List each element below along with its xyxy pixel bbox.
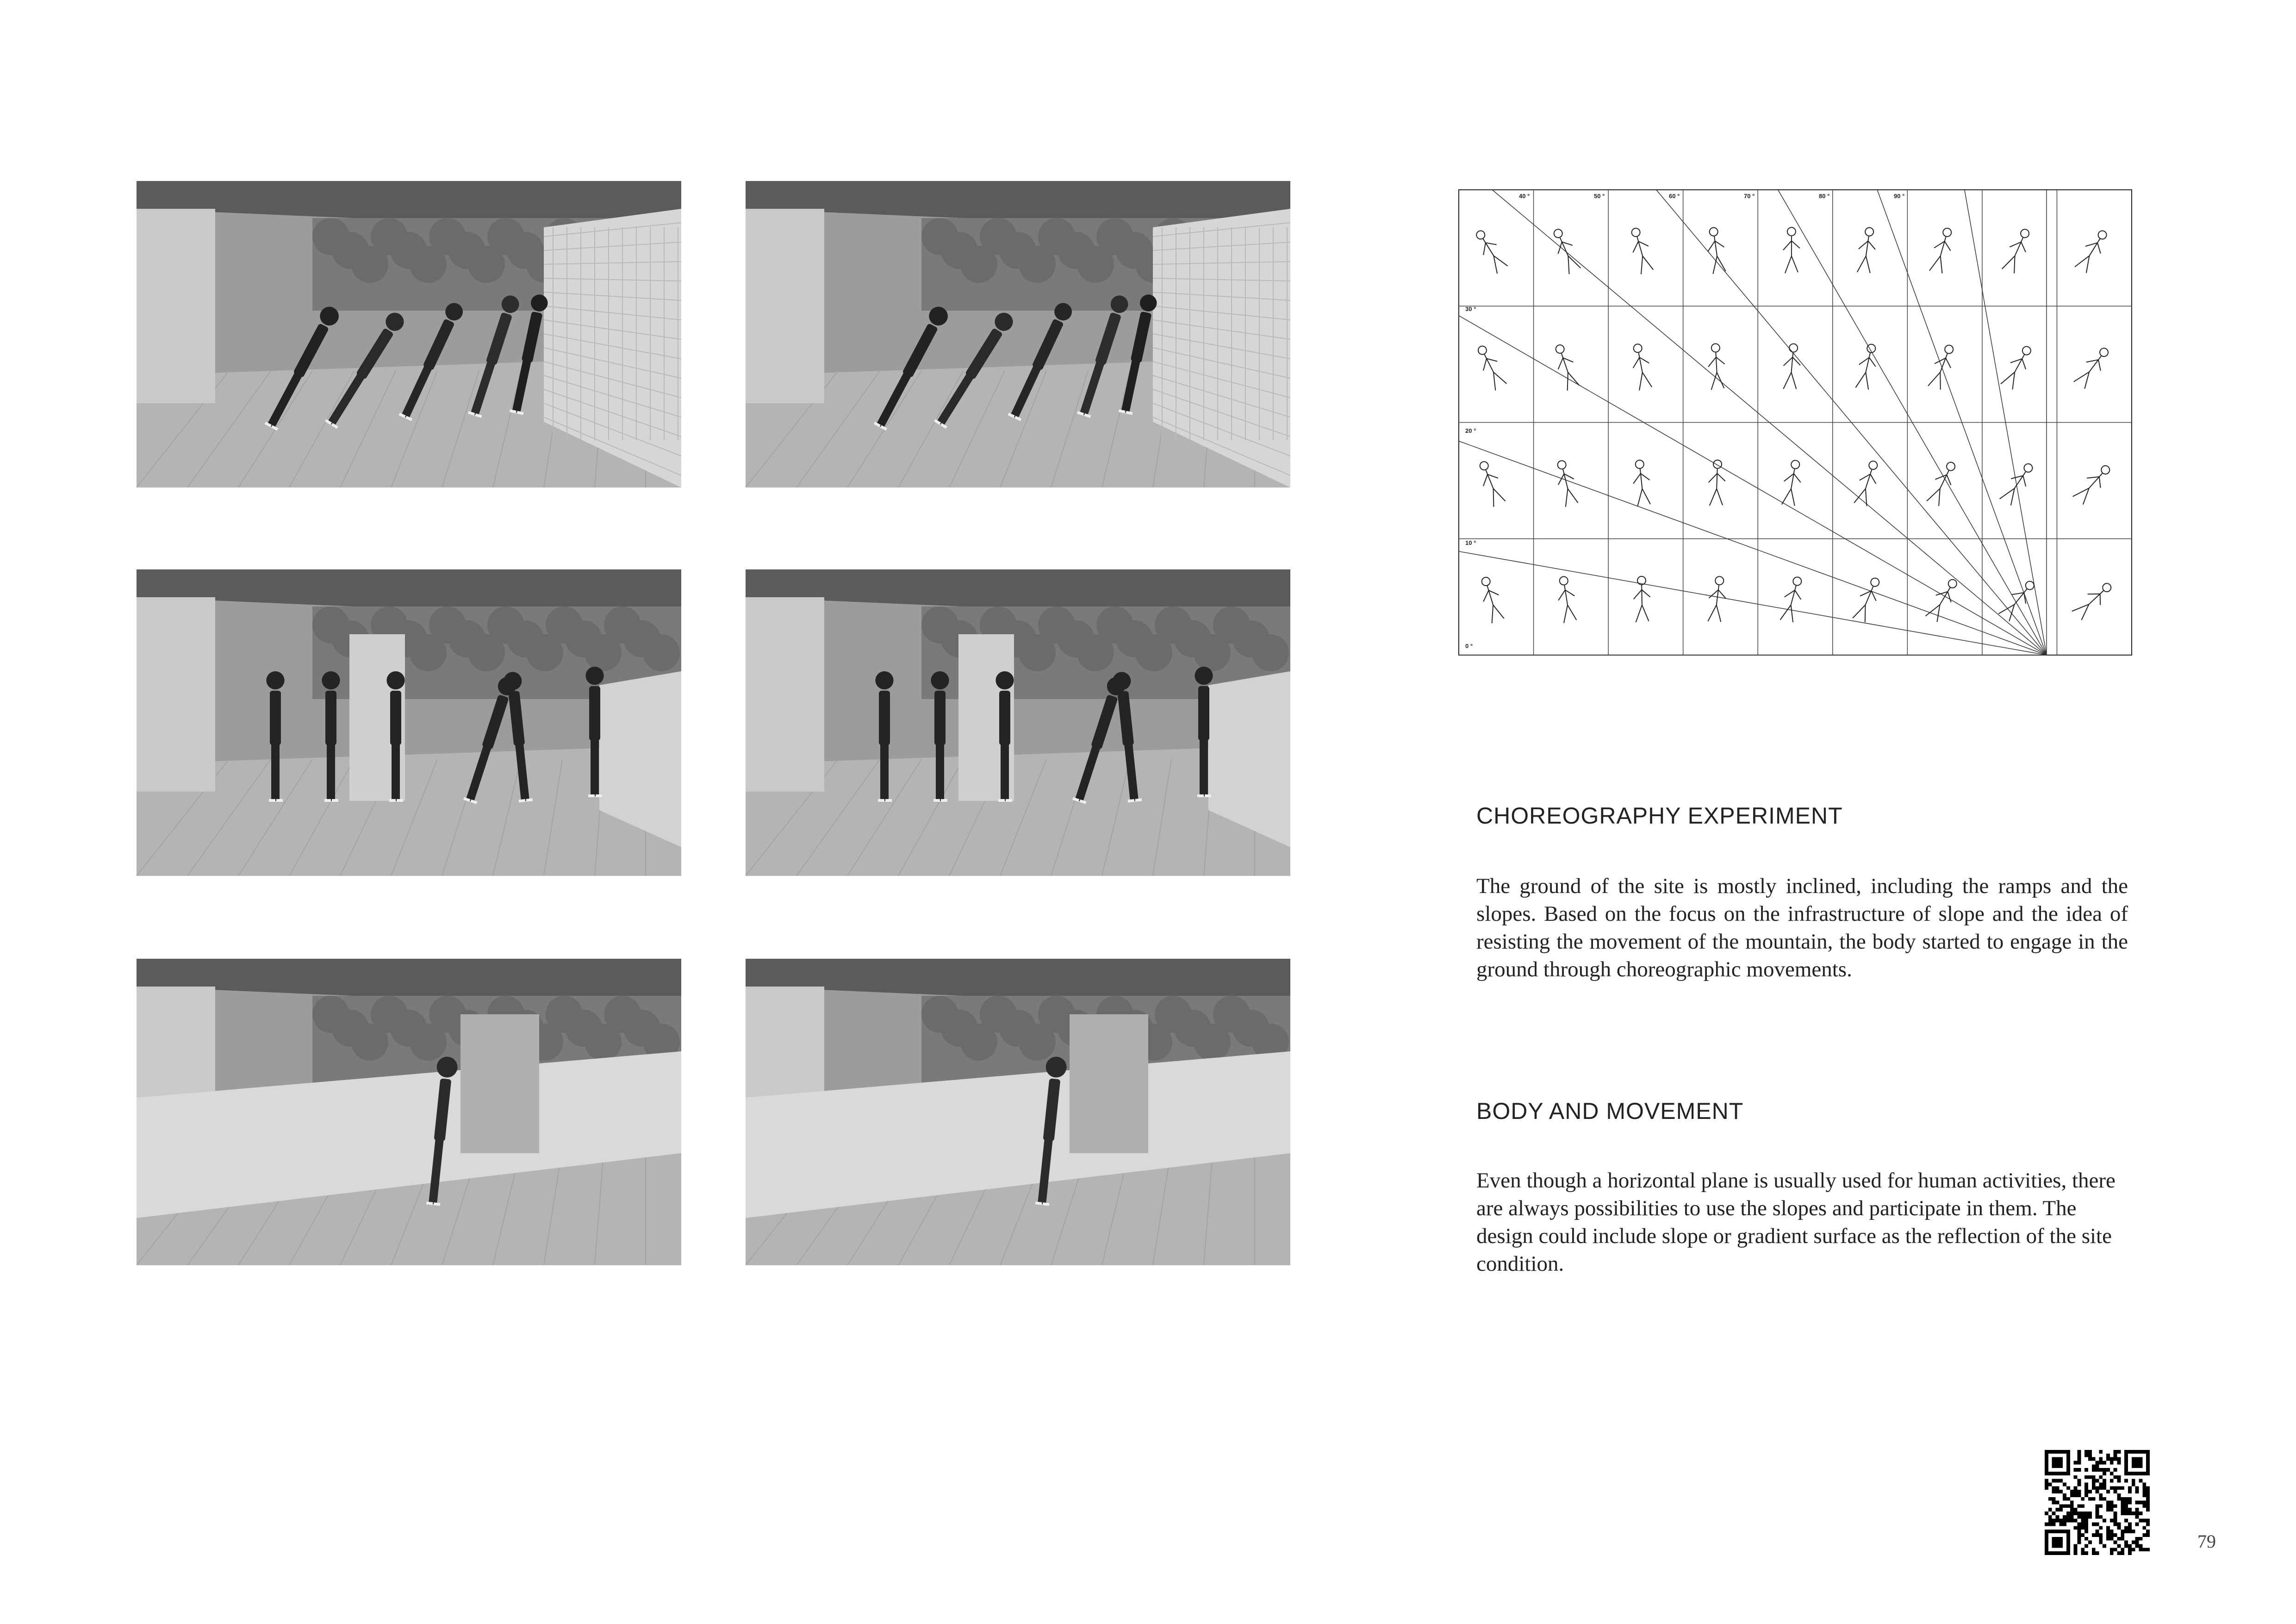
left-angle-label: 20 ° <box>1465 427 1476 434</box>
section-body-choreography: The ground of the site is mostly inclined, including the ramps and the slopes. Based on the focus on the infrastructure of slope and the idea of resisting the movement of the mountain, the body started to engage in the ground through choreographic movements. <box>1476 874 2128 981</box>
section-heading-body-movement: BODY AND MOVEMENT <box>1476 1098 1744 1124</box>
posture-figure <box>1708 460 1726 506</box>
top-angle-label: 60 ° <box>1669 193 1680 200</box>
posture-figure <box>1477 575 1506 624</box>
photo-line-standing-1 <box>137 569 681 876</box>
posture-figure <box>1549 226 1583 275</box>
page-number: 79 <box>2197 1531 2216 1552</box>
top-angle-label: 50 ° <box>1594 193 1605 200</box>
left-angle-label: 30 ° <box>1465 306 1476 312</box>
slope-line <box>1459 551 2047 655</box>
left-angle-label: 10 ° <box>1465 539 1476 546</box>
slope-posture-diagram <box>1459 190 2132 655</box>
section-body-body-movement: Even though a horizontal plane is usually used for human activities, there are always possibilities to use the slopes and participate in them. The design could include slope or gradient surface as the reflection of the site condition. <box>1476 1168 2116 1276</box>
posture-figure <box>1706 575 1728 623</box>
posture-figure <box>2000 226 2034 275</box>
slope-line <box>1459 316 2047 655</box>
photo-line-standing-2 <box>746 569 1290 876</box>
posture-figure <box>2073 227 2112 275</box>
posture-figure <box>1475 459 1507 507</box>
left-angle-label: 0 ° <box>1465 643 1473 650</box>
photo-walking-slope-1 <box>137 959 681 1265</box>
posture-figure <box>2072 344 2113 391</box>
posture-figure <box>1854 343 1880 391</box>
posture-figure <box>1473 343 1509 391</box>
posture-figure <box>1999 343 2035 391</box>
posture-figure <box>1851 575 1884 624</box>
posture-figure <box>1998 460 2037 507</box>
posture-figure <box>1925 459 1960 508</box>
posture-figure <box>1629 343 1654 391</box>
posture-figure <box>2072 461 2115 506</box>
posture-figure <box>1781 343 1802 390</box>
posture-figure <box>1855 226 1878 274</box>
posture-figure <box>1553 459 1580 507</box>
posture-figure <box>1926 343 1958 391</box>
photo-wall-push-2 <box>746 181 1290 487</box>
section-heading-choreography: CHOREOGRAPHY EXPERIMENT <box>1476 803 1843 829</box>
posture-figure <box>1705 226 1728 274</box>
posture-figure <box>1631 459 1652 506</box>
posture-figure <box>1780 459 1804 507</box>
posture-figure <box>1779 575 1806 624</box>
posture-figure <box>1627 226 1655 275</box>
posture-figure <box>1633 576 1651 623</box>
photo-walking-slope-2 <box>746 959 1290 1265</box>
posture-figure <box>1924 576 1962 624</box>
posture-figure <box>1783 227 1800 273</box>
posture-figure <box>1555 575 1579 623</box>
top-angle-label: 70 ° <box>1744 193 1755 200</box>
posture-figure <box>1928 226 1956 275</box>
posture-figure <box>1852 459 1882 507</box>
qr-code-icon <box>2045 1450 2150 1555</box>
photo-wall-push-1 <box>137 181 681 487</box>
posture-figure <box>1707 344 1726 390</box>
top-angle-label: 90 ° <box>1894 193 1905 200</box>
posture-figure <box>1471 227 1510 275</box>
posture-figure <box>2071 579 2116 622</box>
slope-line <box>1459 441 2047 655</box>
top-angle-label: 80 ° <box>1819 193 1830 200</box>
top-angle-label: 40 ° <box>1519 193 1530 200</box>
